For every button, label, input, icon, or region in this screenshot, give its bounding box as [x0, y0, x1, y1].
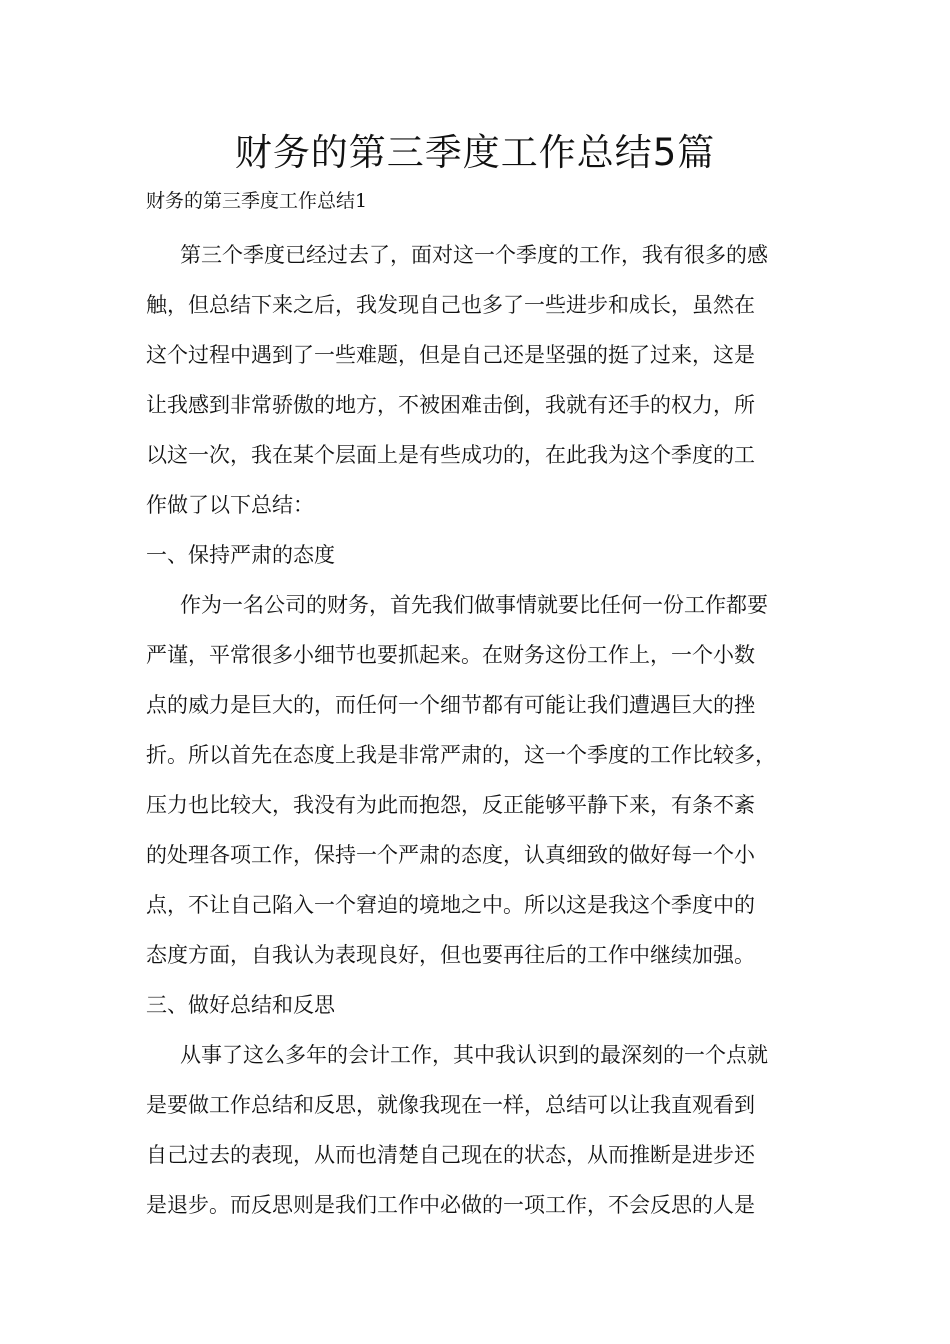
text-line: 点，不让自己陷入一个窘迫的境地之中。所以这是我这个季度中的: [146, 893, 755, 917]
text-line: 的处理各项工作，保持一个严肃的态度，认真细致的做好每一个小: [146, 843, 755, 867]
text-line: 第三个季度已经过去了，面对这一个季度的工作，我有很多的感: [180, 243, 768, 267]
paragraph-attitude: [146, 580, 826, 980]
text-line: 严谨，平常很多小细节也要抓起来。在财务这份工作上，一个小数: [146, 643, 755, 667]
text-line: 折。所以首先在态度上我是非常严肃的，这一个季度的工作比较多，: [146, 743, 776, 767]
text-line: 作做了以下总结：: [146, 493, 314, 517]
text-line: 从事了这么多年的会计工作，其中我认识到的最深刻的一个点就: [180, 1043, 768, 1067]
text-line: 这个过程中遇到了一些难题，但是自己还是坚强的挺了过来，这是: [146, 343, 755, 367]
document-subtitle: 财务的第三季度工作总结1: [146, 190, 368, 212]
text-line: 触，但总结下来之后，我发现自己也多了一些进步和成长，虽然在: [146, 293, 755, 317]
text-line: 压力也比较大，我没有为此而抱怨，反正能够平静下来，有条不紊: [146, 793, 755, 817]
text-line: 态度方面，自我认为表现良好，但也要再往后的工作中继续加强。: [146, 943, 755, 967]
text-line: 点的威力是巨大的，而任何一个细节都有可能让我们遭遇巨大的挫: [146, 693, 755, 717]
section-heading-reflection: 三、做好总结和反思: [146, 993, 335, 1017]
text-line: 让我感到非常骄傲的地方，不被困难击倒，我就有还手的权力，所: [146, 393, 755, 417]
paragraph-intro: [146, 230, 826, 530]
text-line: 是要做工作总结和反思，就像我现在一样，总结可以让我直观看到: [146, 1093, 755, 1117]
section-heading-attitude: 一、保持严肃的态度: [146, 543, 335, 567]
paragraph-reflection: [146, 1030, 826, 1230]
text-line: 以这一次，我在某个层面上是有些成功的，在此我为这个季度的工: [146, 443, 755, 467]
text-line: 作为一名公司的财务，首先我们做事情就要比任何一份工作都要: [180, 593, 768, 617]
document-body: [146, 230, 826, 1230]
text-line: 是退步。而反思则是我们工作中必做的一项工作，不会反思的人是: [146, 1193, 755, 1217]
document-title: 财务的第三季度工作总结5篇: [234, 131, 716, 174]
text-line: 自己过去的表现，从而也清楚自己现在的状态，从而推断是进步还: [146, 1143, 755, 1167]
